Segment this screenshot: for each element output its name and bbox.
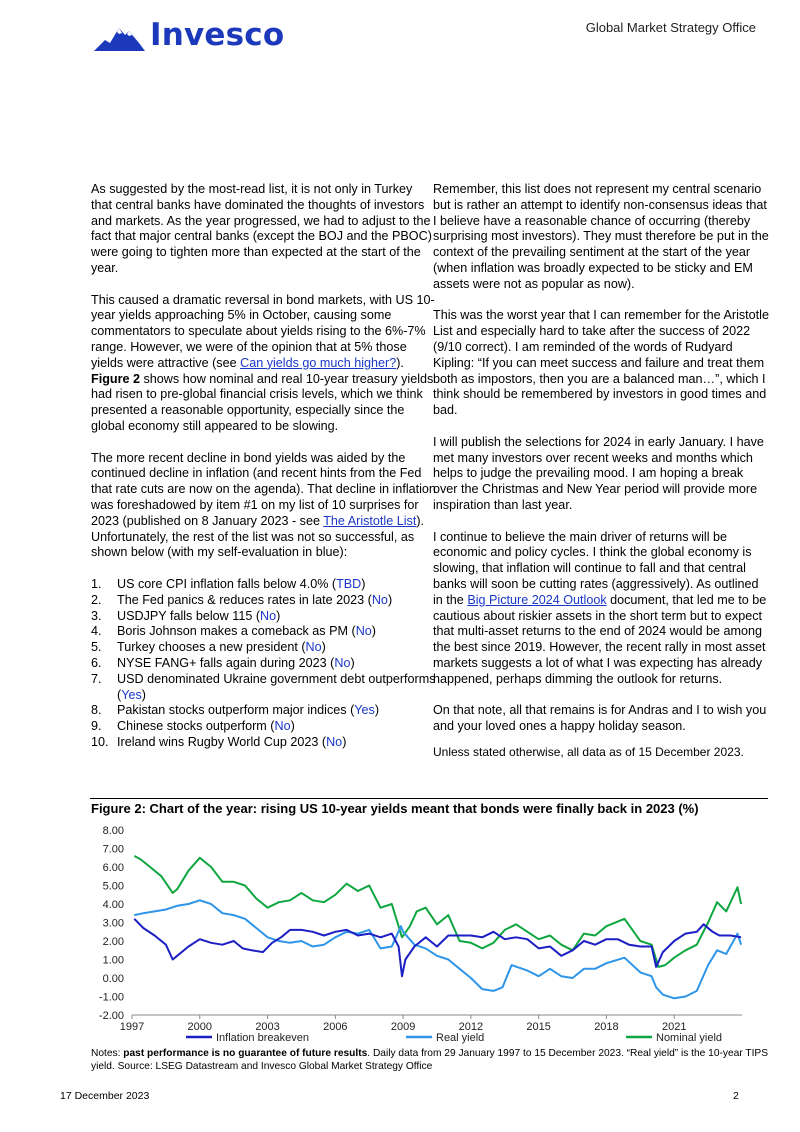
y-tick-label: 1.00 [102, 954, 124, 967]
mountain-logo-icon [92, 20, 148, 54]
office-name: Global Market Strategy Office [585, 20, 756, 35]
text-span: shows how nominal and real 10-year treasury yields had risen to pre-global financial crisis levels, which we think presented a reasonable opportunity, especially since the global economy still appeared to be slowing. [91, 371, 434, 433]
text-span: . Daily data from 29 January 1997 to 15 December 2023. “Real yield” is the 10-year TIPS yield. Source: LSEG Datastream and Invesco Global Market Strategy Office [91, 1048, 769, 1072]
x-tick-label: 2015 [526, 1021, 551, 1033]
x-tick-label: 2003 [255, 1021, 280, 1033]
verdict-label: No [260, 608, 277, 623]
list-text: ) [141, 687, 146, 702]
x-tick-label: 2021 [661, 1021, 687, 1033]
list-number: 2. [91, 592, 102, 607]
series-line-inflation-breakeven [134, 919, 741, 976]
list-item [91, 672, 436, 704]
logo-wordmark: Invesco [150, 17, 285, 53]
verdict-label: No [334, 655, 351, 670]
right-column [433, 182, 771, 776]
text-span: Notes: [91, 1048, 124, 1059]
x-tick-label: 2012 [458, 1021, 484, 1033]
list-text: ) [371, 624, 376, 639]
list-number: 7. [91, 671, 102, 686]
figure-reference: Figure 2 [91, 371, 140, 386]
x-tick-label: 2006 [323, 1021, 348, 1033]
list-text: Turkey chooses a new president ( [117, 640, 306, 655]
y-tick-label: 2.00 [102, 936, 124, 948]
list-item [91, 656, 436, 672]
list-text: ) [350, 655, 355, 670]
list-text: ) [321, 640, 326, 655]
text-span: ). Unfortunately, the rest of the list was not so successful, as shown below (with my self-evaluation in blue): [91, 513, 425, 560]
right-paragraph-2: This was the worst year that I can remember for the Aristotle List and especially hard to take after the success of 2022 (9/10 correct). I am reminded of the words of Rudyard Kipling: “If you can meet success and failure and treat them both as impostors, then you are a balanced man…”, which I think should be remembered by investors in good times and bad. [433, 308, 769, 418]
text-span: This caused a dramatic reversal in bond markets, with US 10-year yields approaching 5% in October, causing some commentators to speculate about yields rising to the 6%-7% range. However, we were of the opinion that at 5% those yields were attractive (see [91, 292, 435, 370]
list-number: 9. [91, 719, 102, 734]
left-column [91, 182, 436, 751]
text-span: document, that led me to be cautious about riskier assets in the short term but to expect that multi-asset returns to the end of 2024 would be among the best since 2019. However, the recent rally in most asset markets suggests a lot of what I was expecting has already happened, perhaps dimming the outlook for returns. [433, 592, 767, 686]
text-span: ). [396, 355, 404, 370]
list-item [91, 609, 436, 625]
legend-label: Inflation breakeven [216, 1032, 309, 1044]
x-tick-label: 2009 [390, 1021, 416, 1033]
right-paragraph-1: Remember, this list does not represent my central scenario but is rather an attempt to identify non-consensus ideas that I believe have a reasonable chance of occurring (thereby surprising most investors). They must therefore be put in the context of the prevailing sentiment at the start of the year (when inflation was broadly expected to be sticky and EM assets were not as popular as now). [433, 182, 769, 291]
verdict-label: No [355, 624, 372, 639]
series-line-nominal-yield [134, 856, 741, 967]
verdict-label: TBD [336, 576, 362, 591]
list-text: Chinese stocks outperform ( [117, 719, 275, 734]
right-paragraph-5: On that note, all that remains is for Andras and I to wish you and your loved ones a happy holiday season. [433, 703, 767, 734]
y-tick-label: 3.00 [102, 917, 124, 930]
verdict-label: No [326, 734, 343, 749]
list-text: ) [342, 734, 347, 749]
invesco-logo [92, 17, 292, 54]
list-text: ) [290, 719, 295, 734]
series-line-real-yield [134, 900, 741, 998]
surprise-list [91, 577, 436, 751]
list-text: ) [387, 592, 393, 607]
text-span: The more recent decline in bond yields was aided by the continued decline in inflation (and recent hints from the Fed that rate cuts are now on the agenda). That decline in inflation was foreshadowed by item #1 on my list of 10 surprises for 2023 (published on 8 January 2023 - see [91, 450, 436, 528]
notes-disclaimer: past performance is no guarantee of future results [123, 1048, 368, 1059]
list-text: ) [276, 608, 281, 623]
y-tick-label: 4.00 [102, 899, 124, 911]
left-paragraph-3 [91, 451, 436, 562]
list-text: Boris Johnson makes a comeback as PM ( [117, 624, 356, 639]
list-text: US core CPI inflation falls below 4.0% ( [117, 576, 337, 591]
page-number: 2 [733, 1090, 739, 1102]
list-text: ) [374, 703, 380, 718]
figure-divider [90, 798, 768, 799]
list-number: 4. [91, 624, 102, 639]
list-item [91, 703, 436, 719]
verdict-label: No [305, 640, 322, 655]
figure-notes [91, 1048, 771, 1073]
list-item [91, 577, 436, 593]
verdict-label: No [274, 719, 291, 734]
y-tick-label: 8.00 [102, 825, 124, 837]
verdict-label: Yes [121, 687, 142, 702]
right-paragraph-3: I will publish the selections for 2024 in early January. I have met many investors over recent weeks and months which helps to judge the prevailing mood. I am hoping a break over the Christmas and New Year period will provide more inspiration than last year. [433, 434, 764, 512]
list-item [91, 735, 436, 751]
verdict-label: Yes [354, 703, 375, 718]
list-number: 3. [91, 608, 102, 623]
data-date-note: Unless stated otherwise, all data as of 15 December 2023. [433, 744, 744, 759]
list-text: NYSE FANG+ falls again during 2023 ( [117, 655, 335, 670]
link-big-picture-outlook[interactable]: Big Picture 2024 Outlook [467, 592, 607, 607]
list-number: 10. [91, 734, 109, 749]
list-item [91, 624, 436, 640]
list-number: 1. [91, 576, 102, 591]
y-tick-label: -2.00 [98, 1010, 124, 1022]
list-item [91, 640, 436, 656]
yields-line-chart [90, 820, 770, 1048]
link-can-yields-go-higher[interactable]: Can yields go much higher? [240, 355, 397, 370]
list-text: The Fed panics & reduces rates in late 2023 ( [117, 592, 372, 607]
footer-date: 17 December 2023 [60, 1090, 150, 1102]
list-text: ) [361, 576, 366, 591]
right-paragraph-4 [433, 530, 771, 688]
list-text: Pakistan stocks outperform major indices ( [117, 703, 355, 718]
legend-label: Nominal yield [656, 1032, 723, 1044]
left-paragraph-2 [91, 293, 436, 435]
list-number: 8. [91, 703, 102, 718]
legend-label: Real yield [436, 1032, 485, 1044]
text-span: I continue to believe the main driver of returns will be economic and policy cycles. I think the global economy is slowing, that inflation will continue to fall and that central banks will soon be cutting rates (aggressively). As outlined in the [433, 529, 759, 607]
y-tick-label: 5.00 [102, 880, 124, 893]
x-tick-label: 2018 [594, 1021, 619, 1033]
y-tick-label: 7.00 [102, 843, 124, 856]
link-aristotle-list[interactable]: The Aristotle List [323, 513, 417, 528]
left-paragraph-1: As suggested by the most-read list, it is not only in Turkey that central banks have dominated the thoughts of investors and markets. As the year progressed, we had to adjust to the fact that major central banks (except the BOJ and the PBOC) were going to tighten more than expected at the start of the year. [91, 182, 432, 275]
y-tick-label: -1.00 [98, 991, 124, 1004]
list-number: 5. [91, 640, 102, 655]
y-tick-label: 6.00 [102, 862, 124, 874]
list-item [91, 593, 436, 609]
figure-title: Figure 2: Chart of the year: rising US 10-year yields meant that bonds were finally back in 2023 (%) [91, 801, 699, 816]
list-number: 6. [91, 655, 102, 670]
y-tick-label: 0.00 [102, 973, 124, 985]
list-text: USDJPY falls below 115 ( [117, 608, 261, 623]
list-text: USD denominated Ukraine government debt outperforms ( [117, 671, 436, 702]
list-item [91, 719, 436, 735]
x-tick-label: 1997 [119, 1021, 145, 1033]
x-tick-label: 2000 [187, 1021, 213, 1033]
verdict-label: No [371, 592, 388, 607]
list-text: Ireland wins Rugby World Cup 2023 ( [117, 734, 327, 749]
